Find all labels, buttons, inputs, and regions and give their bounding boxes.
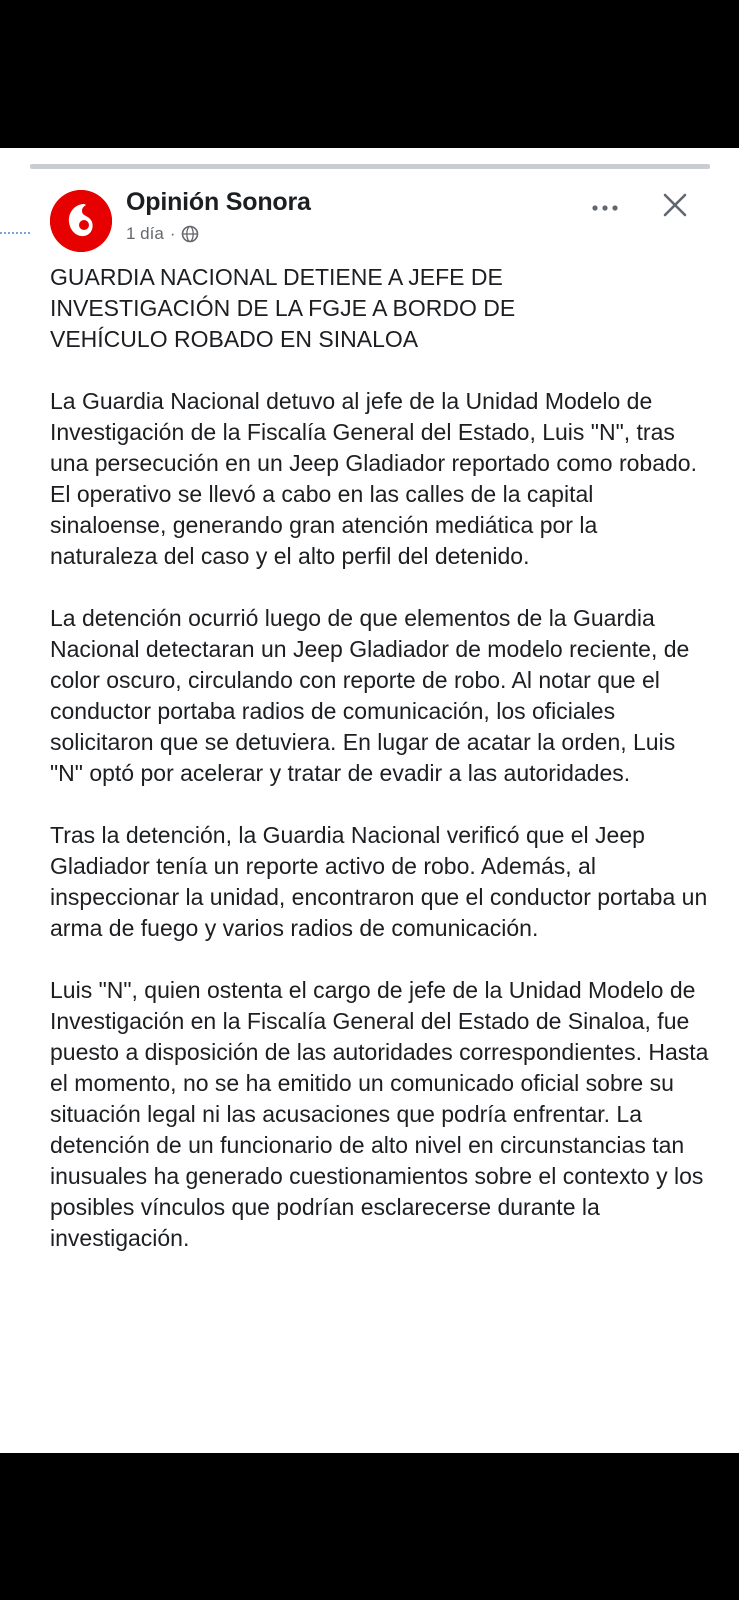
vodafone-logo-icon[interactable]: [50, 190, 112, 252]
top-divider: [30, 164, 710, 169]
post-meta: [126, 224, 199, 244]
meta-separator: ·: [169, 224, 176, 243]
post-paragraph: La detención ocurrió luego de que elementos de la Guardia Nacional detectaran un Jeep Gladiador de modelo reciente, de color oscuro, circulando con reporte de robo. Al notar que el conductor portaba radios de comunicación, los oficiales solicitaron que se detuviera. En lugar de acatar la orden, Luis "N" optó por acelerar y tratar de evadir a las autoridades.: [50, 605, 690, 786]
post-frame: [0, 148, 739, 1453]
globe-icon: [181, 225, 199, 243]
post-content: [50, 262, 710, 1285]
post-paragraph: Tras la detención, la Guardia Nacional verificó que el Jeep Gladiador tenía un reporte activo de robo. Además, al inspeccionar la unidad, encontraron que el conductor portaba un arma de fuego y varios radios de comunicación.: [50, 822, 708, 941]
post-paragraph: La Guardia Nacional detuvo al jefe de la Unidad Modelo de Investigación de la Fiscalía General del Estado, Luis "N", tras una persecución en un Jeep Gladiador reportado como robado. El operativo se llevó a cabo en las calles de la capital sinaloense, generando gran atención mediática por la naturaleza del caso y el alto perfil del detenido.: [50, 388, 697, 569]
page-name[interactable]: Opinión Sonora: [126, 188, 311, 216]
post-headline: GUARDIA NACIONAL DETIENE A JEFE DE INVESTIGACIÓN DE LA FGJE A BORDO DE VEHÍCULO ROBADO EN SINALOA: [50, 264, 516, 352]
more-options-icon[interactable]: [588, 196, 622, 220]
post-paragraph: Luis "N", quien ostenta el cargo de jefe de la Unidad Modelo de Investigación en la Fiscalía General del Estado de Sinaloa, fue puesto a disposición de las autoridades correspondientes. Hasta el momento, no se ha emitido un comunicado oficial sobre su situación legal ni las acusaciones que podría enfrentar. La detención de un funcionario de alto nivel en circunstancias tan inusuales ha generado cuestionamientos sobre el contexto y los posibles vínculos que podrían esclarecerse durante la investigación.: [50, 977, 709, 1251]
post-time[interactable]: 1 día: [126, 224, 164, 243]
close-icon[interactable]: [660, 190, 690, 220]
dotted-guide: [0, 232, 30, 234]
